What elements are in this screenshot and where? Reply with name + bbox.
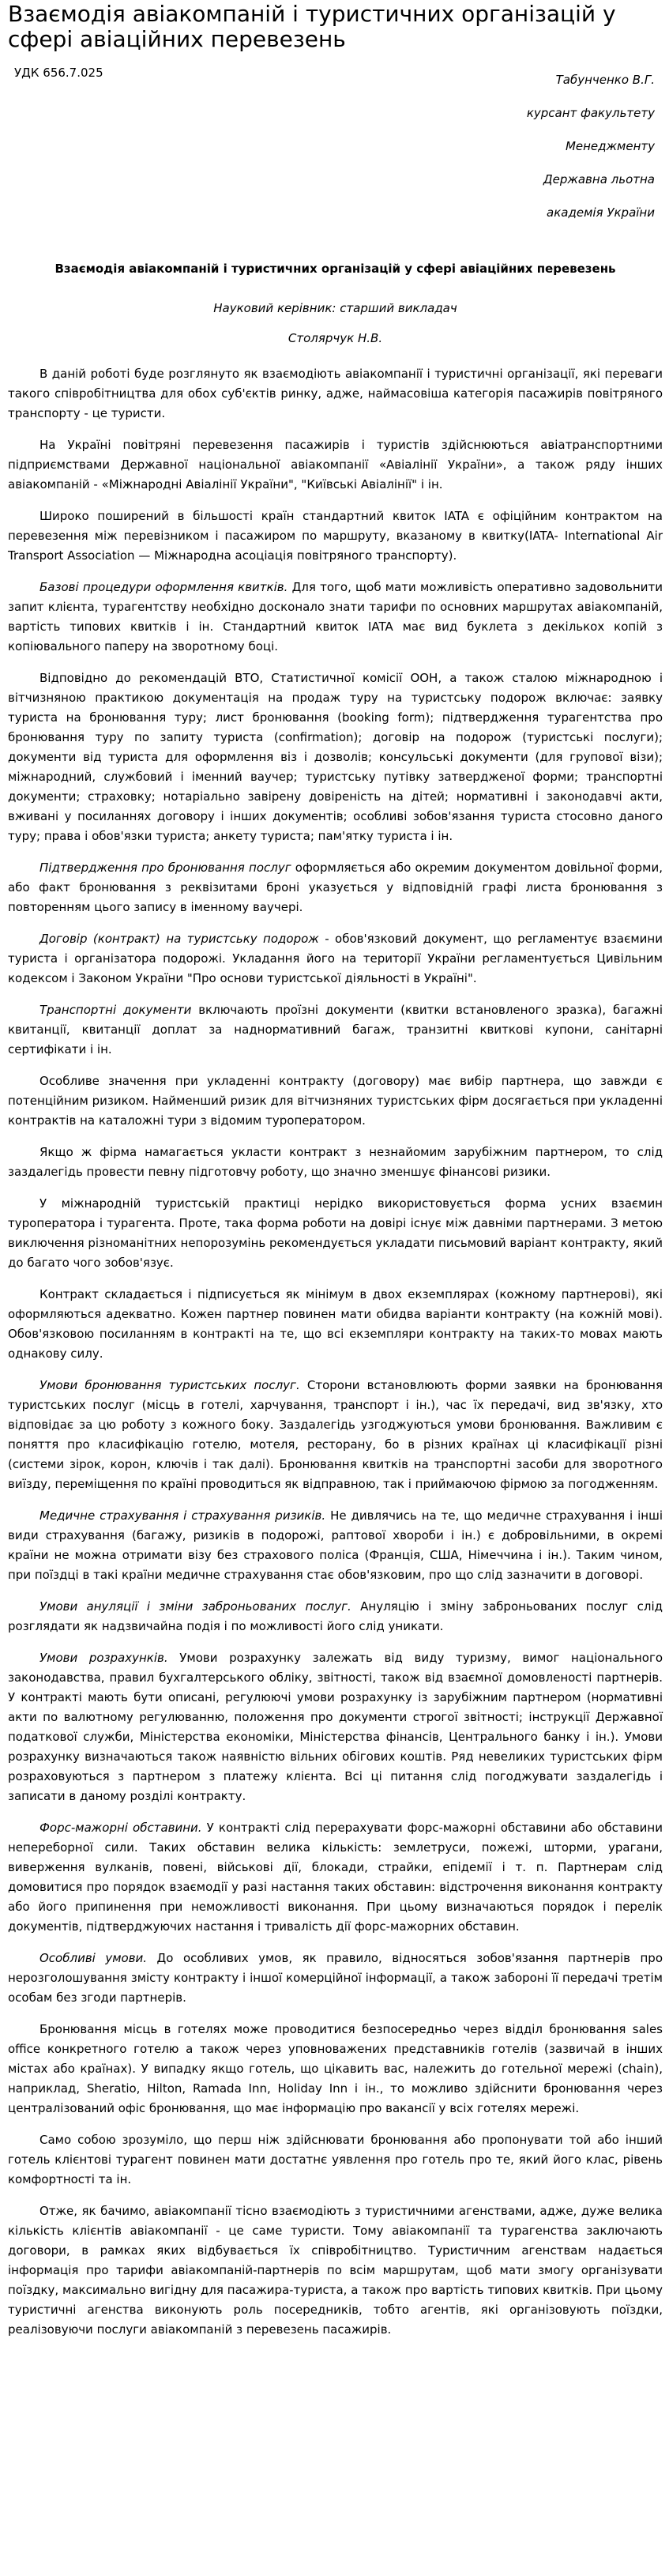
paragraph-lead: Умови ануляції і зміни заброньованих послуг. [39,1599,351,1614]
author-line-2: Менеджменту [565,139,655,153]
body-paragraph [8,578,663,657]
page-header: Взаємодія авіакомпаній і туристичних організацій у сфері авіаційних перевезень [8,1,616,52]
paragraph-text: Умови розрахунку залежать від виду туризму, вимог національного законодавства, правил бухгалтерського обліку, звітності, також від взаємної домовленості партнерів. У контракті мають бути описані, регулюючі умови розрахунку із зарубіжним партнером (нормативні акти по валютному регулюванню, положення про документи строгої звітності; інструкції Державної податкової служби, Міністерства економіки, Міністерства фінансів, Центрального банку і ін.). Умови розрахунку визначаються також наявністю вільних обігових коштів. Ряд невеликих туристських фірм розраховуються з партнером з платежу клієнта. Всі ці питання слід погоджувати заздалегідь і записати в даному розділі контракту. [8,1651,663,1803]
paragraph-text: У міжнародній туристській практиці нерідко використовується форма усних взаємин туроператора і турагента. Проте, така форма роботи на довірі існує між давніми партнерами. З метою виключення різноманітних непорозумінь рекомендується укладати письмовий варіант контракту, який до багато чого зобов'язує. [8,1196,663,1270]
paragraph-text: Особливе значення при укладенні контракту (договору) має вибір партнера, що завжди є потенційним ризиком. Найменший ризик для вітчизняних туристських фірм досягається при укладенні контрактів на каталожні тури з відомим туроператором. [8,1074,663,1128]
body-paragraph [8,1143,663,1182]
body-paragraph [8,1506,663,1585]
paragraph-text: Широко поширений в більшості країн стандартний квиток IATA є офіційним контрактом на перевезення між перевізником і пасажиром по маршруту, вказаному в квитку(IATA- International Air Transport Association — Міжнародна асоціація повітряного транспорту). [8,509,663,563]
body-paragraph [8,929,663,989]
paragraph-lead: Умови розрахунків. [39,1651,168,1665]
body-paragraph [8,1376,663,1494]
paragraph-lead: Особливі умови. [39,1951,148,1965]
author-line-3: Державна льотна [543,172,655,186]
body-paragraph [8,1000,663,1060]
body-paragraph [8,435,663,495]
paragraph-text: Отже, як бачимо, авіакомпанії тісно взаємодіють з туристичними агенствами, адже, дуже велика кількість клієнтів авіакомпанії - це саме туристи. Тому авіакомпанії та турагенства заключають договори, в рамках яких відбувається їх співробітництво. Туристичним агенствам надається інформація про тарифи авіакомпаній-партнерів по всім маршрутам, щоб мати змогу організувати поїздку, максимально вигідну для пасажира-туриста, а також про вартість типових квитків. При цьому туристичні агенства виконують роль посередників, тобто агентів, які організовують поїздки, реалізовуючи послуги авіакомпаній з перевезень пасажирів. [8,2204,663,2337]
paragraph-text: включають проїзні документи (квитки встановленого зразка), багажні квитанції, квитанції доплат за наднормативний багаж, транзитні квиткові купони, санітарні сертифікати і ін. [8,1003,663,1056]
supervisor-role: Науковий керівник: старший викладач [213,301,457,315]
paragraph-lead: Договір (контракт) на туристську подорож [39,932,319,946]
paragraph-text: - обов'язковий документ, що регламентує взаємини туриста і організатора подорожі. Укладання його на території України регламентується Цивільним кодексом і Законом України "Про основи туристської діяльності в Україні". [8,932,663,985]
body-paragraph [8,2130,663,2190]
paragraph-text: Контракт складається і підписується як мінімум в двох екземплярах (кожному партнерові), які оформляються адекватно. Кожен партнер повинен мати обидва варіанти контракту (на кожній мові). Обов'язковою посиланням в контракті на те, що всі екземпляри контракту на таких-то мовах мають однакову силу. [8,1287,663,1361]
author-line-1: курсант факультету [526,106,655,120]
paragraph-lead: Медичне страхування і страхування ризиків. [39,1508,326,1523]
author-name: Табунченко В.Г. [555,73,655,87]
paragraph-text: оформляється або окремим документом довільної форми, або факт бронювання з реквізитами броні указується у відповідній графі листа бронювання з повторенням цього запису в іменному ваучері. [8,861,663,914]
body-paragraph [8,507,663,566]
paragraph-text: Відповідно до рекомендацій ВТО, Статистичної комісії ООН, а також сталою міжнародною і вітчизняною практикою документація на продаж туру на туристську подорож включає: заявку туриста на бронювання туру; лист бронювання (booking form); підтвердження турагентства про бронювання туру по запиту туриста (confirmation); договір на подорож (туристські послуги); документи від туриста для оформлення віз і дозволів; консульські документи (для групової візи); міжнародний, службовий і іменний ваучер; туристську путівку затвердженої форми; транспортні документи; страховку; нотаріально завірену довіреність на дітей; нормативні і законодавчі акти, вживані у посиланнях договору і інших документів; особливі зобов'язання туриста стосовно даного туру; права і обов'язки туриста; анкету туриста; пам'ятку туриста і ін. [8,671,663,843]
paragraph-text: Бронювання місць в готелях може проводитися безпосередньо через відділ бронювання sales office конкретного готелю а також через уповноважених представників готелів (зазвичай в інших містах або країнах). У випадку якщо готель, що цікавить вас, належить до готельної мережі (chain), наприклад, Sheratio, Hilton, Ramada Inn, Holiday Inn і ін., то можливо здійснити бронювання через централізований офіс бронювання, що має інформацію про вакансії у всіх готелях мережі. [8,2022,663,2115]
body-paragraph [8,1071,663,1131]
body-paragraph [8,668,663,846]
body-paragraph [8,2020,663,2118]
paragraph-lead: Підтвердження про бронювання послуг [39,861,291,875]
body-paragraph [8,2201,663,2340]
paragraph-text: Само собою зрозуміло, що перш ніж здійснювати бронювання або пропонувати той або інший готель клієнтові турагент повинен мати достатнє уявлення про готель про те, який його клас, рівень комфортності та ін. [8,2133,663,2186]
paragraph-lead: Базові процедури оформлення квитків. [39,580,288,594]
supervisor-name: Столярчук Н.В. [288,331,383,345]
body-paragraph [8,1194,663,1273]
body-paragraph [8,364,663,424]
paragraph-lead: Транспортні документи [39,1003,192,1017]
paragraph-text: Якщо ж фірма намагається укласти контракт з незнайомим зарубіжним партнером, то слід заздалегідь провести певну підготовчу роботу, що значно зменшує фінансові ризики. [8,1145,663,1179]
body-paragraph [8,1949,663,2008]
paragraph-text: Для того, щоб мати можливість оперативно задовольнити запит клієнта, турагентству необхідно досконало знати тарифи по основних маршрутах авіакомпаній, вартість типових квитків і ін. Стандартний квиток IATA має вид буклета з декількох копій з копіювального паперу на зворотному боці. [8,580,663,653]
body-paragraph [8,1818,663,1937]
body-paragraph [8,858,663,917]
body-paragraph [8,1285,663,1364]
paragraph-lead: Умови бронювання туристських послуг. [39,1378,300,1392]
paragraph-text: В даній роботі буде розглянуто як взаємодіють авіакомпанії і туристичні організації, які переваги такого співробітництва для обох суб'єктів ринку, адже, наймасовіша категорія пасажирів повітряного транспорту - це туристи. [8,367,663,420]
paragraph-text: Не дивлячись на те, що медичне страхування і інші види страхування (багажу, ризиків в подорожі, раптової хвороби і ін.) є добровільними, в окремі країни не можна отримати візу без страхового поліса (Франція, США, Німеччина і ін.). Таким чином, при поїздці в такі країни медичне страхування стає обов'язковим, про що слід зазначити в договорі. [8,1508,663,1582]
author-line-4: академія України [547,205,655,220]
paragraph-text: До особливих умов, як правило, відносяться зобов'язання партнерів про нерозголошування змісту контракту і іншої комерційної інформації, а також заборонi її передачі третім особам без згоди партнерів. [8,1951,663,2005]
paragraph-lead: Форс-мажорні обставини. [39,1821,202,1835]
author-block [8,63,655,229]
udk-row [8,63,663,85]
udk-code: УДК 656.7.025 [14,66,103,80]
article-body [8,364,663,2340]
body-paragraph [8,1597,663,1636]
paragraph-text: На Україні повітряні перевезення пасажирів і туристів здійснюються авіатранспортними підприємствами Державної національної авіакомпанії «Авіалінії України», а також ряду інших авіакомпаній - «Міжнародні Авіалінії України", "Київські Авіалінії" і ін. [8,438,663,491]
paragraph-text: Ануляцію і зміну заброньованих послуг слід розглядати як надзвичайна подія і по можливості його слід уникати. [8,1599,663,1633]
body-paragraph [8,1648,663,1806]
paragraph-text: У контракті слід перерахувати форс-мажорні обставини або обставини непереборної сили. Таких обставин велика кількість: землетруси, пожежі, шторми, урагани, виверження вулканів, повені, військові дії, блокади, страйки, епідемії і т. п. Партнерам слід домовитися про порядок взаємодії у разі настання таких обставин: відстрочення виконання контракту або його припинення при неможливості виконання. При цьому визначаються порядок і перелік документів, підтверджуючих настання і тривалість дії форс-мажорних обставин. [8,1821,663,1934]
paragraph-text: Сторони встановлюють форми заявки на бронювання туристських послуг (місць в готелі, харчування, транспорт і ін.), час їх передачі, вид зв'язку, хто відповідає за цю роботу з кожного боку. Заздалегідь узгоджуються умови бронювання. Важливим є поняття про класифікацію готелю, мотеля, ресторану, бо в різних країнах ці класифікації різні (системи зірок, корон, ключів і так далі). Бронювання квитків на транспортні засоби для зворотного виїзду, переміщення по країні проводиться як відправною, так і приймаючою фірмою за погодженням. [8,1378,663,1491]
article-title: Взаємодія авіакомпаній і туристичних організацій у сфері авіаційних перевезень [54,262,616,276]
